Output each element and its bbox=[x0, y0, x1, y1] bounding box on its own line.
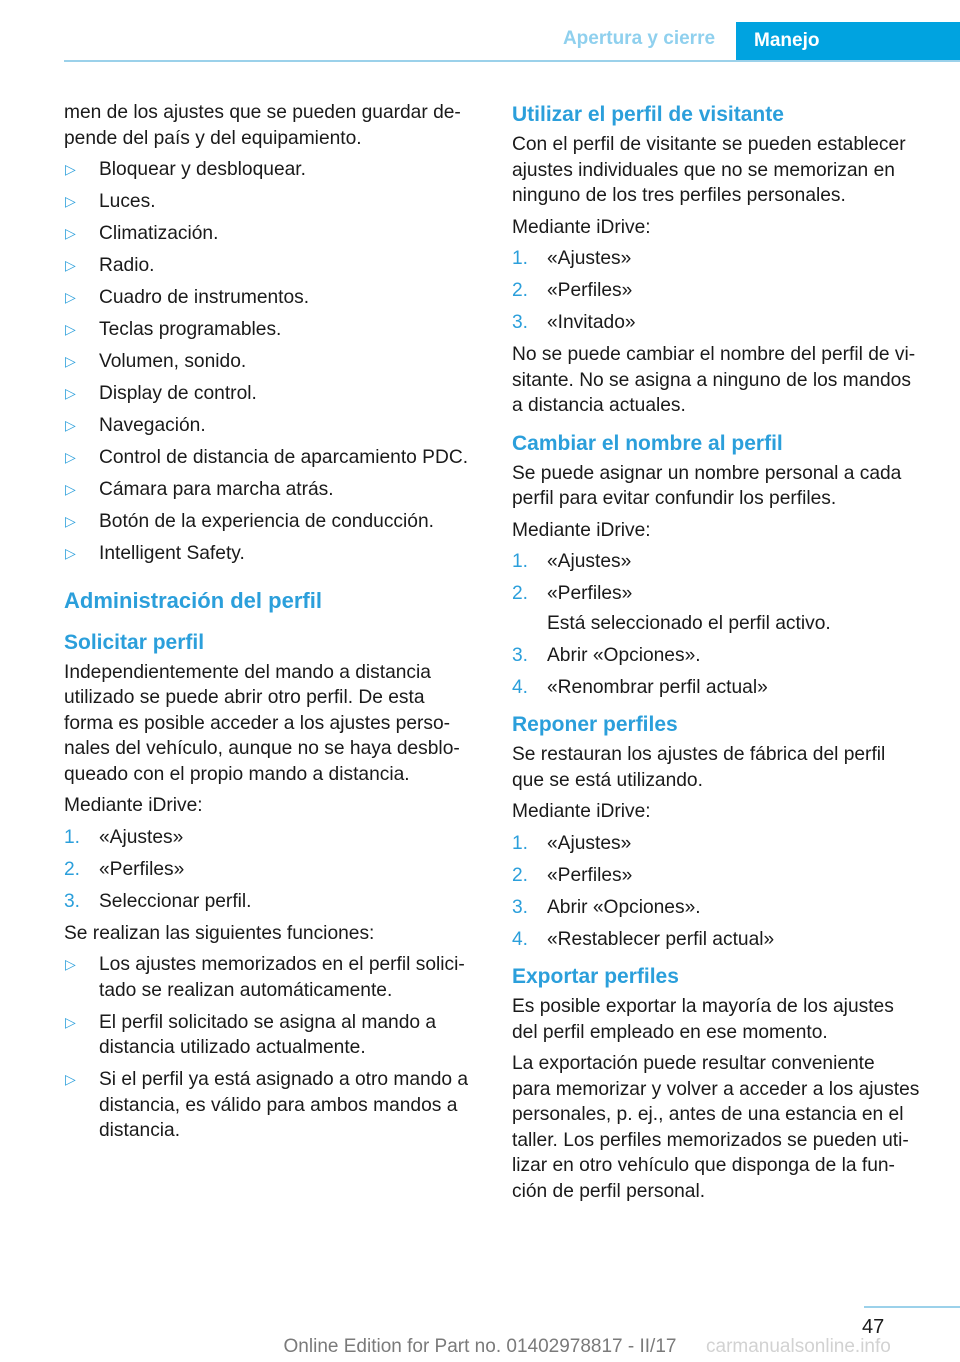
step-number: 1. bbox=[64, 826, 81, 848]
triangle-bullet-icon: ▷ bbox=[65, 257, 76, 273]
step-text: «Perfiles» bbox=[99, 858, 185, 880]
steps-list bbox=[512, 549, 932, 607]
list-item-text: Si el perfil ya está asignado a otro mando a distancia, es válido para ambos mandos a distancia. bbox=[99, 1069, 469, 1141]
list-item-text: Volumen, sonido. bbox=[99, 351, 247, 372]
step-number: 3. bbox=[64, 890, 81, 912]
paragraph: Mediante iDrive: bbox=[512, 216, 651, 238]
triangle-bullet-icon: ▷ bbox=[65, 545, 76, 561]
list-item-text: Radio. bbox=[99, 255, 155, 276]
page-number: 47 bbox=[862, 1316, 885, 1338]
steps-list-continued bbox=[512, 643, 932, 701]
paragraph: Mediante iDrive: bbox=[512, 801, 651, 822]
triangle-bullet-icon: ▷ bbox=[65, 225, 76, 241]
step-item bbox=[512, 895, 932, 921]
list-item-text: Navegación. bbox=[99, 415, 206, 436]
triangle-bullet-icon: ▷ bbox=[65, 449, 76, 465]
subsection-heading: Solicitar perfil bbox=[64, 630, 205, 654]
triangle-bullet-icon: ▷ bbox=[65, 161, 76, 177]
triangle-bullet-icon: ▷ bbox=[65, 1013, 76, 1030]
settings-list bbox=[64, 157, 484, 567]
section-heading: Administración del perfil bbox=[64, 587, 322, 613]
step-number: 3. bbox=[512, 896, 529, 918]
list-item bbox=[64, 317, 484, 343]
step-text: «Invitado» bbox=[547, 312, 636, 333]
step-text: Abrir «Opciones». bbox=[547, 896, 701, 918]
step-text: «Ajustes» bbox=[547, 248, 632, 269]
steps-list bbox=[512, 831, 932, 953]
watermark: carmanualsonline.info bbox=[706, 1336, 891, 1357]
list-item bbox=[64, 477, 484, 503]
list-item bbox=[64, 1010, 484, 1061]
list-item-text: El perfil solicitado se asigna al mando a distancia utilizado actualmente. bbox=[99, 1011, 437, 1058]
list-item bbox=[64, 413, 484, 439]
triangle-bullet-icon: ▷ bbox=[65, 193, 76, 209]
header-chapter-tab[interactable]: Manejo bbox=[736, 22, 960, 60]
step-item bbox=[512, 675, 932, 701]
list-item bbox=[64, 445, 484, 471]
step-item bbox=[512, 831, 932, 857]
paragraph: Independientemente del mando a distancia utilizado se puede abrir otro perfil. De esta forma es posible acceder a los ajustes perso- nales del vehículo, aunque no se haya desblo- queado con el propio mando a distancia. bbox=[64, 661, 460, 785]
subsection-heading: Exportar perfiles bbox=[512, 965, 679, 988]
step-number: 1. bbox=[512, 551, 529, 572]
list-item-text: Luces. bbox=[99, 191, 156, 212]
list-item-text: Intelligent Safety. bbox=[99, 543, 245, 564]
step-item bbox=[512, 278, 932, 304]
paragraph: Mediante iDrive: bbox=[512, 519, 651, 541]
step-item bbox=[512, 643, 932, 669]
step-number: 4. bbox=[512, 676, 529, 698]
list-item bbox=[64, 1067, 484, 1144]
edition-note: Online Edition for Part no. 01402978817 - II/17 bbox=[283, 1336, 677, 1357]
step-text: «Restablecer perfil actual» bbox=[547, 928, 775, 950]
list-item bbox=[64, 285, 484, 311]
triangle-bullet-icon: ▷ bbox=[65, 417, 76, 433]
list-item-text: Bloquear y desbloquear. bbox=[99, 159, 306, 180]
step-number: 2. bbox=[512, 583, 529, 604]
list-item bbox=[64, 952, 484, 1003]
paragraph: La exportación puede resultar conveniente para memorizar y volver a acceder a los ajustes personales, p. ej., antes de una estancia en el taller. Los perfiles memorizados se pueden uti- lizar en otro vehículo que disponga de la fun- ción de perfil personal. bbox=[512, 1053, 920, 1202]
step-text: «Ajustes» bbox=[547, 551, 632, 572]
step-item bbox=[512, 863, 932, 889]
header-section-tab[interactable]: Apertura y cierre bbox=[562, 28, 716, 49]
step-text: «Perfiles» bbox=[547, 280, 633, 301]
subsection-heading: Utilizar el perfil de visitante bbox=[512, 103, 784, 126]
list-item-text: Display de control. bbox=[99, 383, 257, 404]
left-column bbox=[64, 100, 484, 1150]
paragraph: Se puede asignar un nombre personal a cada perfil para evitar confundir los perfiles. bbox=[512, 462, 902, 509]
triangle-bullet-icon: ▷ bbox=[65, 353, 76, 369]
step-note: Está seleccionado el perfil activo. bbox=[547, 613, 831, 634]
step-number: 4. bbox=[512, 928, 529, 950]
step-number: 3. bbox=[512, 644, 529, 666]
step-number: 2. bbox=[512, 280, 529, 301]
paragraph: Es posible exportar la mayoría de los ajustes del perfil empleado en ese momento. bbox=[512, 996, 894, 1043]
step-item bbox=[512, 246, 932, 272]
list-item bbox=[64, 541, 484, 567]
step-item bbox=[512, 549, 932, 575]
list-item bbox=[64, 253, 484, 279]
subsection-heading: Reponer perfiles bbox=[512, 713, 678, 736]
step-item bbox=[64, 889, 484, 915]
step-number: 1. bbox=[512, 248, 529, 269]
step-text: «Renombrar perfil actual» bbox=[547, 676, 768, 698]
step-text: Abrir «Opciones». bbox=[547, 644, 701, 666]
step-number: 3. bbox=[512, 312, 529, 333]
list-item bbox=[64, 381, 484, 407]
header-rule bbox=[64, 60, 960, 62]
triangle-bullet-icon: ▷ bbox=[65, 513, 76, 529]
triangle-bullet-icon: ▷ bbox=[65, 289, 76, 305]
steps-list bbox=[512, 246, 932, 336]
right-column bbox=[512, 100, 932, 1210]
functions-list bbox=[64, 952, 484, 1144]
step-item bbox=[512, 310, 932, 336]
step-text: «Ajustes» bbox=[547, 832, 632, 854]
list-item-text: Climatización. bbox=[99, 223, 219, 244]
step-text: «Perfiles» bbox=[547, 583, 633, 604]
triangle-bullet-icon: ▷ bbox=[65, 385, 76, 401]
paragraph: Se restauran los ajustes de fábrica del perfil que se está utilizando. bbox=[512, 744, 886, 791]
paragraph: Con el perfil de visitante se pueden establecer ajustes individuales que no se memorizan en ninguno de los tres perfiles personales. bbox=[512, 134, 906, 206]
step-item bbox=[64, 857, 484, 883]
steps-list bbox=[64, 825, 484, 915]
list-item-text: Control de distancia de aparcamiento PDC. bbox=[99, 447, 469, 468]
triangle-bullet-icon: ▷ bbox=[65, 321, 76, 337]
paragraph: Se realizan las siguientes funciones: bbox=[64, 922, 375, 944]
list-item bbox=[64, 349, 484, 375]
footer-rule bbox=[864, 1306, 960, 1308]
list-item-text: Teclas programables. bbox=[99, 319, 282, 340]
triangle-bullet-icon: ▷ bbox=[65, 956, 76, 972]
subsection-heading: Cambiar el nombre al perfil bbox=[512, 431, 783, 455]
step-number: 2. bbox=[512, 864, 529, 886]
list-item bbox=[64, 509, 484, 535]
list-item-text: Los ajustes memorizados en el perfil solici- tado se realizan automáticamente. bbox=[99, 954, 465, 1001]
list-item bbox=[64, 189, 484, 215]
list-item-text: Botón de la experiencia de conducción. bbox=[99, 511, 434, 532]
intro-paragraph: men de los ajustes que se pueden guardar de- pende del país y del equipamiento. bbox=[64, 102, 461, 149]
list-item-text: Cuadro de instrumentos. bbox=[99, 287, 310, 308]
paragraph: No se puede cambiar el nombre del perfil de vi- sitante. No se asigna a ninguno de los mandos a distancia actuales. bbox=[512, 344, 916, 416]
step-number: 1. bbox=[512, 832, 529, 854]
triangle-bullet-icon: ▷ bbox=[65, 1071, 76, 1087]
step-text: Seleccionar perfil. bbox=[99, 890, 252, 912]
step-number: 2. bbox=[64, 858, 81, 880]
step-item bbox=[64, 825, 484, 851]
list-item bbox=[64, 221, 484, 247]
list-item-text: Cámara para marcha atrás. bbox=[99, 479, 334, 500]
step-text: «Ajustes» bbox=[99, 826, 184, 848]
step-item bbox=[512, 581, 932, 607]
list-item bbox=[64, 157, 484, 183]
triangle-bullet-icon: ▷ bbox=[65, 481, 76, 497]
step-text: «Perfiles» bbox=[547, 864, 633, 886]
step-item bbox=[512, 927, 932, 953]
paragraph: Mediante iDrive: bbox=[64, 795, 203, 816]
